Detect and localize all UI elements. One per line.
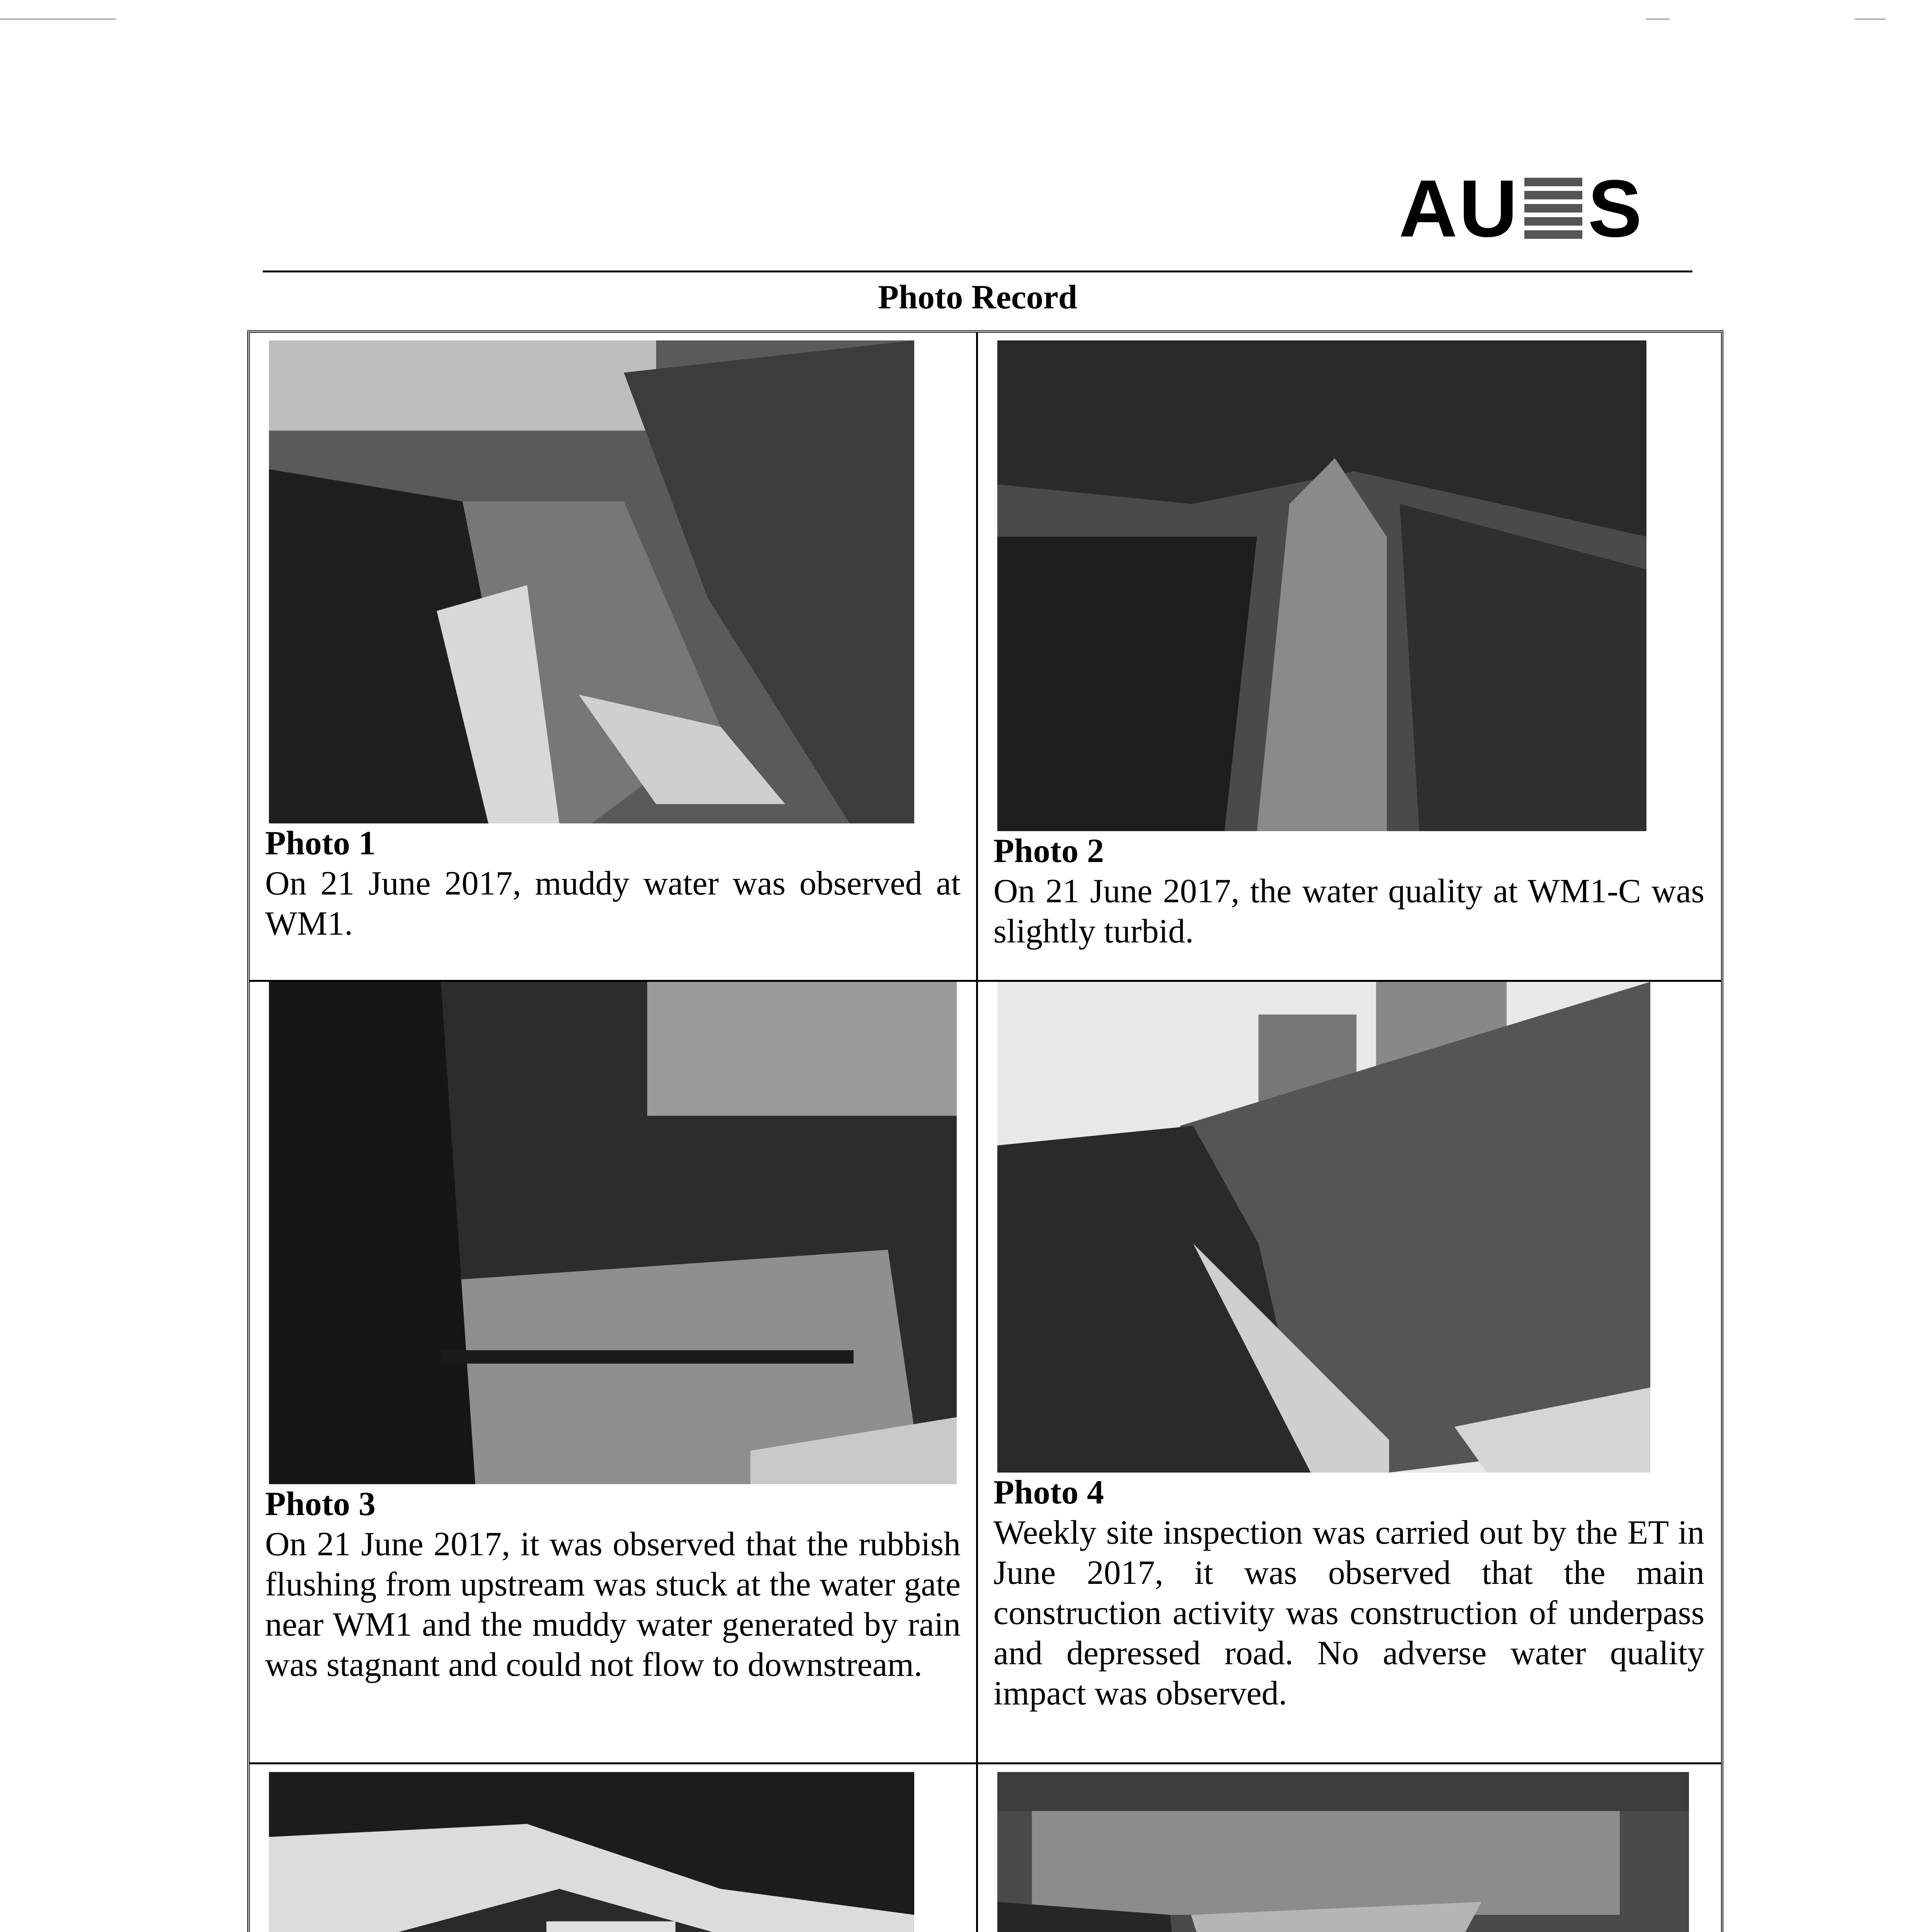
scan-mark: [1855, 19, 1886, 20]
photo-4-caption: [993, 1473, 1704, 1714]
photo-3-text: On 21 June 2017, it was observed that the rubbish flushing from upstream was stuck at the water gate near WM1 and the muddy water generated by rain was stagnant and could not flow to downstream.: [265, 1526, 961, 1684]
photo-cell-1: [250, 333, 976, 980]
photo-2-image: [997, 340, 1646, 831]
photo-3-image: [269, 982, 957, 1484]
photo-1-caption: [265, 823, 961, 944]
aues-logo: AU S: [1399, 163, 1644, 254]
photo-cell-3: [250, 982, 976, 1762]
photo-cell-5: [250, 1764, 976, 1932]
photo-1-label: Photo 1: [265, 825, 376, 862]
scan-mark: [0, 19, 116, 20]
photo-cell-2: [978, 333, 1722, 980]
scan-mark: [1646, 19, 1669, 20]
photo-6-image: [997, 1772, 1689, 1932]
photo-2-text: On 21 June 2017, the water quality at WM1-C was slightly turbid.: [993, 872, 1704, 950]
photo-4-text: Weekly site inspection was carried out by the ET in June 2017, it was observed that the main construction activity was construction of underpass and depressed road. No adverse water quality impact was observed.: [993, 1514, 1704, 1712]
photo-table: [247, 330, 1723, 1932]
photo-1-text: On 21 June 2017, muddy water was observed at WM1.: [265, 865, 961, 942]
photo-1-image: [269, 340, 914, 823]
page-title: Photo Record: [878, 279, 1077, 316]
photo-2-caption: [993, 831, 1704, 952]
photo-3-caption: [265, 1484, 961, 1685]
photo-cell-4: [978, 982, 1722, 1762]
photo-cell-6: [978, 1764, 1722, 1932]
photo-2-label: Photo 2: [993, 832, 1104, 870]
photo-5-image: [269, 1772, 914, 1932]
photo-3-label: Photo 3: [265, 1485, 376, 1523]
logo-e-mark: [1524, 178, 1582, 240]
photo-4-label: Photo 4: [993, 1474, 1104, 1511]
photo-4-image: [997, 982, 1650, 1473]
